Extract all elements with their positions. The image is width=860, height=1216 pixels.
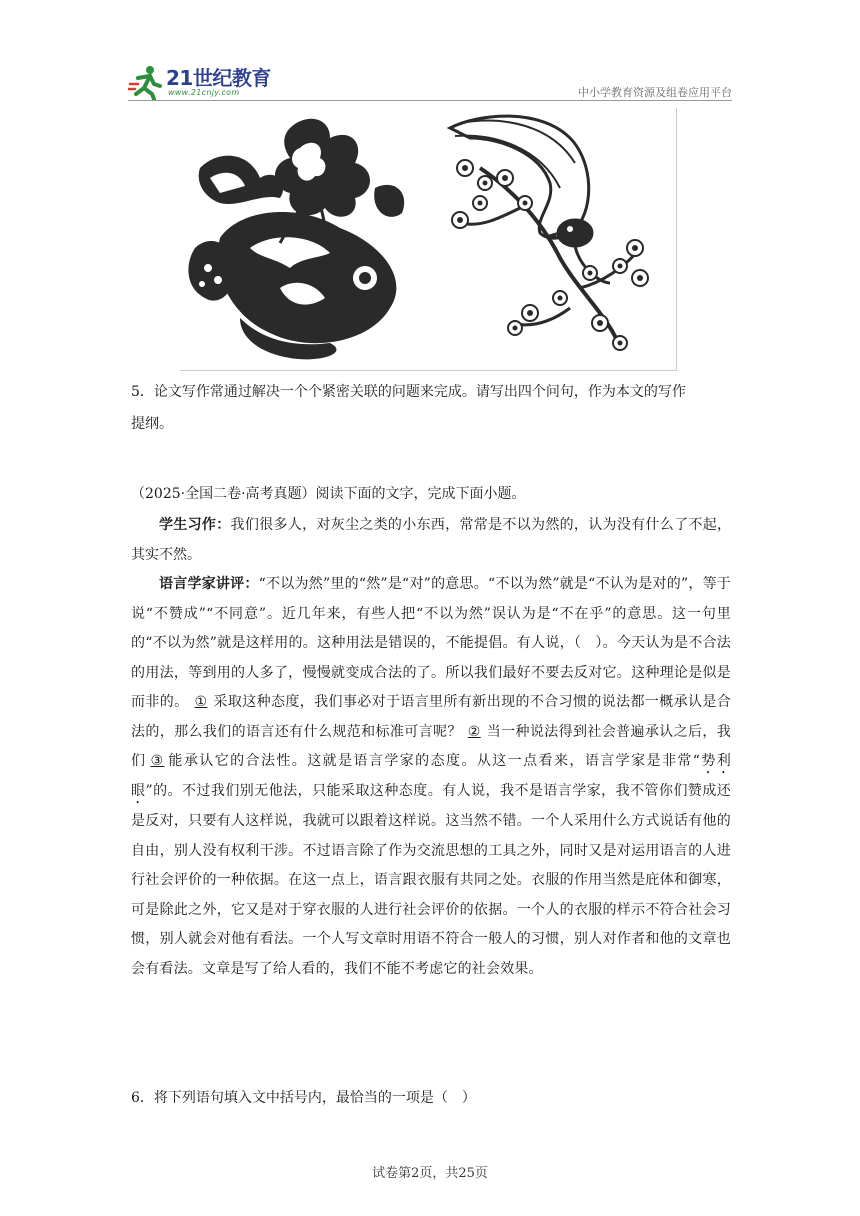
student-essay	[131, 511, 731, 570]
emphasized-term: 势利眼	[131, 753, 732, 799]
blank-3: ③	[150, 753, 165, 769]
papercut-art	[180, 108, 676, 370]
question-5-line2: 提纲。	[131, 416, 173, 432]
question-5-line1: 5．论文写作常通过解决一个个紧密关联的问题来完成。请写出四个问句，作为本文的写作	[131, 384, 686, 400]
magpie-plum-papercut	[450, 116, 648, 350]
student-text: 我们很多人，对灰尘之类的小东西，常常是不以为然的，认为没有什么了不起，其实不然。	[131, 517, 732, 563]
student-label: 学生习作：	[159, 517, 231, 533]
linguist-text-3: 当一种说法得到社会普遍承认之后，我们	[131, 723, 731, 769]
platform-label: 中小学教育资源及组卷应用平台	[578, 86, 732, 99]
blank-1: ①	[194, 694, 208, 710]
runner-icon	[128, 64, 164, 100]
linguist-text-5: ”的。不过我们别无他法，只能采取这种态度。有人说，我不是语言学家，我不管你们赞成还是反对，只要有人这样说，我就可以跟着这样说。这当然不错。一个人采用什么方式说话有他的自由，别人没有权利干涉。不过语言除了作为交流思想的工具之外，同时又是对运用语言的人进行社会评价的一种依据。在这一点上，语言跟衣服有共同之处。衣服的作用当然是庇体和御寒，可是除此之外，它又是对于穿衣服的人进行社会评价的依据。一个人的衣服的样示不符合社会习惯，别人就会对他有看法。一个人写文章时用语不符合一般人的习惯，别人对作者和他的文章也会有看法。文章是写了给人看的，我们不能不考虑它的社会效果。	[131, 783, 732, 977]
logo	[128, 62, 278, 102]
linguist-text-2: 采取这种态度，我们事必对于语言里所有新出现的不合习惯的说法都一概承认是合法的，那么我们的语言还有什么规范和标准可言呢？	[131, 694, 731, 740]
blank-2: ②	[467, 723, 481, 740]
logo-url: www.21cnjy.com	[168, 88, 240, 97]
logo-text: 21世纪教育	[166, 66, 271, 90]
linguist-text-4: 能承认它的合法性。这就是语言学家的态度。从这一点看来，语言学家是非常“	[168, 753, 701, 769]
question-5	[131, 378, 731, 438]
page-footer: 试卷第2页，共25页	[372, 1166, 488, 1181]
question-6: 6．将下列语句填入文中括号内，最恰当的一项是（ ）	[131, 1090, 476, 1106]
lotus-fish-papercut	[188, 119, 404, 360]
linguist-label: 语言学家讲评：	[159, 576, 259, 592]
paper-cut-illustration	[180, 108, 677, 371]
linguist-text-1: “不以为然”里的“然”是“对”的意思。“不以为然”就是“不认为是对的”，等于说“不赞成”“不同意”。近几年来，有些人把“不以为然”误认为是“不在乎”的意思。这一句里的“不以为然”就是这样用的。这种用法是错误的，不能提倡。有人说，（ ）。今天认为是不合法的用法，等到用的人多了，慢慢就变成合法的了。所以我们最好不要去反对它。这种理论是似是而非的。	[131, 576, 732, 710]
passage-source: （2025·全国二卷·高考真题）阅读下面的文字，完成下面小题。	[131, 486, 526, 502]
linguist-comment	[131, 570, 731, 984]
header-divider	[128, 100, 732, 101]
page-header	[128, 62, 732, 102]
